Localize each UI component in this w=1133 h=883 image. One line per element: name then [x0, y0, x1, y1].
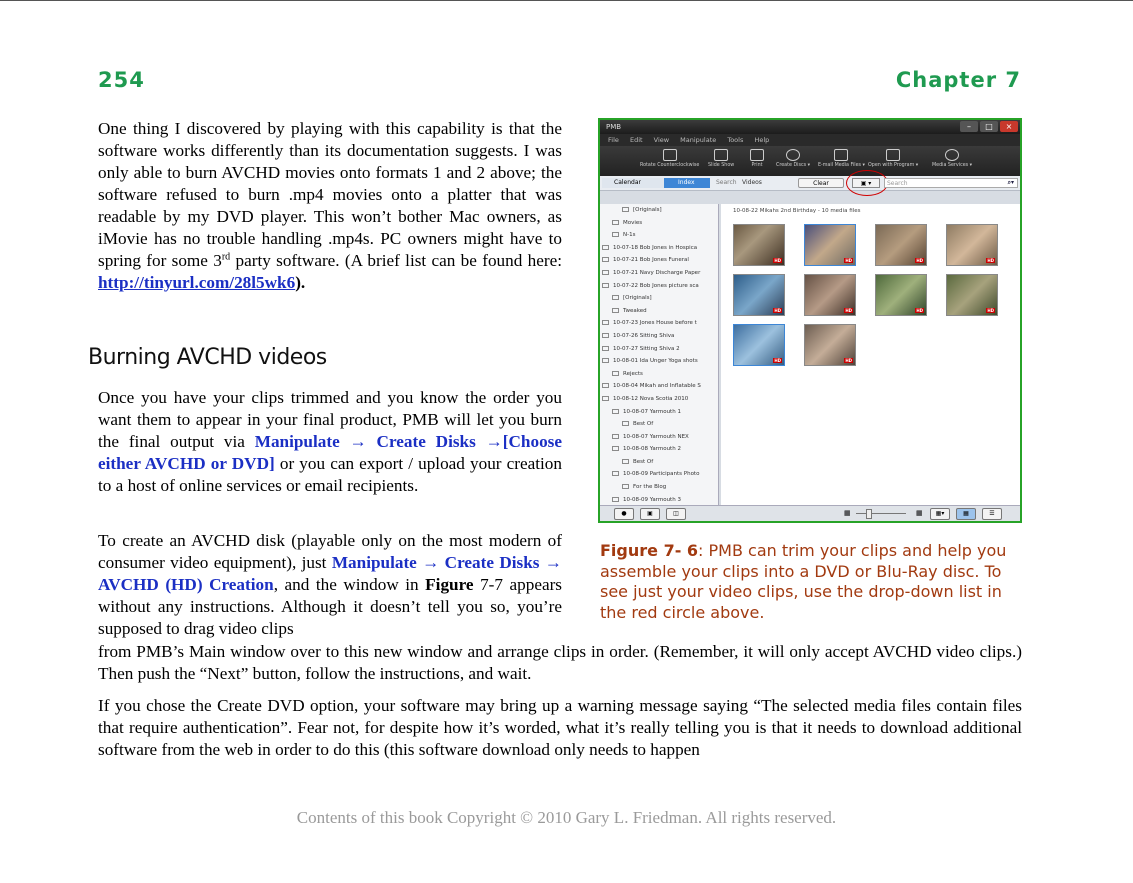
folder-item[interactable]: N-1s: [600, 229, 718, 242]
minimize-icon[interactable]: –: [960, 121, 978, 132]
slideshow-button[interactable]: Slide Show: [708, 149, 734, 168]
open-with-button[interactable]: Open with Program ▾: [868, 149, 918, 168]
folder-item[interactable]: [Originals]: [600, 292, 718, 305]
tab-calendar[interactable]: Calendar: [602, 178, 664, 188]
create-discs-button[interactable]: Create Discs ▾: [776, 149, 810, 168]
disc-icon: [786, 149, 800, 161]
page-number: 254: [98, 68, 145, 92]
display-options-icon[interactable]: ▦▾: [930, 508, 950, 520]
folder-item[interactable]: Rejects: [600, 368, 718, 381]
menu-view[interactable]: View: [653, 136, 670, 144]
video-thumbnail[interactable]: HD: [946, 274, 998, 316]
video-thumbnail[interactable]: HD: [733, 274, 785, 316]
view-single-icon[interactable]: ▣: [640, 508, 660, 520]
globe-icon: [945, 149, 959, 161]
grid-large-icon: ▦: [916, 509, 923, 517]
video-thumbnail[interactable]: HD: [733, 324, 785, 366]
folder-item[interactable]: 10-07-21 Bob Jones Funeral: [600, 254, 718, 267]
folder-item[interactable]: [Originals]: [600, 204, 718, 217]
print-icon: [750, 149, 764, 161]
menu-edit[interactable]: Edit: [629, 136, 643, 144]
paragraph-3-continued: from PMB’s Main window over to this new window and arrange clips in order. (Remember, it will only accept AVCHD video clips.) Then push the “Next” button, follow the instructions, and wait.: [98, 642, 1022, 683]
filter-label: Videos: [742, 179, 762, 186]
media-services-button[interactable]: Media Services ▾: [932, 149, 972, 168]
menu-tools[interactable]: Tools: [727, 136, 744, 144]
video-thumbnail[interactable]: HD: [733, 224, 785, 266]
video-thumbnail[interactable]: HD: [804, 274, 856, 316]
view-compare-icon[interactable]: ◫: [666, 508, 686, 520]
highlight-circle: [846, 170, 888, 196]
menu-bar: [600, 134, 1020, 146]
video-thumbnail[interactable]: HD: [804, 324, 856, 366]
section-heading: Burning AVCHD videos: [88, 345, 327, 370]
slideshow-icon: [714, 149, 728, 161]
chapter-title: Chapter 7: [895, 68, 1021, 92]
rotate-icon: [663, 149, 677, 161]
paragraph-3: To create an AVCHD disk (playable only on the most modern of consumer video equipment), just Manipulate → Create Disks → AVCHD (HD) Creation, and the window in Figure 7-7 appears without any instructions. Although it doesn’t tell you so, you’re supposed to drag video clips: [98, 531, 562, 638]
video-thumbnail[interactable]: HD: [875, 224, 927, 266]
folder-item[interactable]: Best Of: [600, 456, 718, 469]
folder-item[interactable]: 10-08-12 Nova Scotia 2010: [600, 393, 718, 406]
close-icon[interactable]: ×: [1000, 121, 1018, 132]
folder-item[interactable]: Tweaked: [600, 305, 718, 318]
zoom-slider-handle[interactable]: [866, 509, 872, 519]
list-view-icon[interactable]: ☰: [982, 508, 1002, 520]
zoom-slider[interactable]: [856, 513, 906, 514]
clear-button[interactable]: Clear: [798, 178, 844, 188]
media-grid: [721, 204, 1020, 507]
info-icon[interactable]: ●: [614, 508, 634, 520]
window-title: PMB: [606, 123, 622, 131]
print-button[interactable]: Print: [750, 149, 764, 168]
folder-item[interactable]: 10-07-18 Bob Jones in Hospica: [600, 242, 718, 255]
video-thumbnail[interactable]: HD: [804, 224, 856, 266]
paragraph-4: If you chose the Create DVD option, your software may bring up a warning message saying “The selected media files contain files that require authentication”. Fear not, for despite how it’s worded, what it’s really telling you is that it needs to download additional software from the web in order to do this (this software download only needs to happen: [98, 696, 1022, 759]
toolbar: [600, 146, 1020, 176]
pmb-screenshot: [598, 118, 1022, 523]
folder-heading: 10-08-22 Mikahs 2nd Birthday - 10 media files: [733, 208, 861, 214]
open-with-icon: [886, 149, 900, 161]
maximize-icon[interactable]: □: [980, 121, 998, 132]
folder-item[interactable]: Movies: [600, 217, 718, 230]
folder-item[interactable]: 10-08-04 Mikah and Inflatable S: [600, 380, 718, 393]
folder-item[interactable]: 10-08-09 Yarmouth 3: [600, 494, 718, 507]
folder-item[interactable]: 10-08-09 Participants Photo: [600, 468, 718, 481]
folder-item[interactable]: For the Blog: [600, 481, 718, 494]
email-button[interactable]: E-mail Media Files ▾: [818, 149, 865, 168]
top-rule: [0, 0, 1133, 1]
grid-small-icon: ▦: [844, 509, 851, 517]
folder-item[interactable]: 10-07-21 Navy Discharge Paper: [600, 267, 718, 280]
search-label: Search: [716, 179, 737, 186]
folder-item[interactable]: 10-07-26 Sitting Shiva: [600, 330, 718, 343]
folder-tree: [600, 204, 719, 507]
menu-file[interactable]: File: [608, 136, 619, 144]
nav-bar: [600, 176, 1020, 191]
copyright-footer: Contents of this book Copyright © 2010 Gary L. Friedman. All rights reserved.: [296, 808, 837, 827]
folder-item[interactable]: 10-08-07 Yarmouth 1: [600, 406, 718, 419]
figure-caption: Figure 7- 6: PMB can trim your clips and help you assemble your clips into a DVD or Blu-Ray disc. To see just your video clips, use the drop-down list in the red circle above.: [600, 541, 1007, 622]
tab-index[interactable]: Index: [664, 178, 710, 188]
window-titlebar: [600, 120, 1020, 134]
rotate-button[interactable]: Rotate Counterclockwise: [640, 149, 699, 168]
paragraph-2: Once you have your clips trimmed and you know the order you want them to appear in your final product, PMB will let you burn the final output via Manipulate → Create Disks →[Choose either AVCHD or DVD] or you can export / upload your creation to a host of online services or email recipients.: [98, 388, 562, 495]
folder-item[interactable]: 10-07-23 Jones House before t: [600, 317, 718, 330]
folder-item[interactable]: 10-07-22 Bob Jones picture sca: [600, 280, 718, 293]
folder-item[interactable]: 10-07-27 Sitting Shiva 2: [600, 343, 718, 356]
folder-item[interactable]: 10-08-01 Ida Unger Yoga shots: [600, 355, 718, 368]
folder-item[interactable]: 10-08-08 Yarmouth 2: [600, 443, 718, 456]
thumbnail-view-icon[interactable]: ▦: [956, 508, 976, 520]
video-thumbnail[interactable]: HD: [875, 274, 927, 316]
folder-item[interactable]: 10-08-07 Yarmouth NEX: [600, 431, 718, 444]
email-icon: [834, 149, 848, 161]
menu-help[interactable]: Help: [754, 136, 770, 144]
folder-item[interactable]: Best Of: [600, 418, 718, 431]
status-bar: [600, 505, 1020, 521]
video-thumbnail[interactable]: HD: [946, 224, 998, 266]
search-icon[interactable]: ⌕▾: [1007, 179, 1014, 186]
paragraph-1: One thing I discovered by playing with this capability is that the software works differently than its documentation suggests. I was only able to burn AVCHD movies onto formats 1 and 2 above; the software refused to burn .mp4 movies onto a platter that was readable by my DVD player. This won’t bother Mac owners, as iMovie has no trouble handling .mp4s. PC owners might have to spring for some 3rd party software. (A brief list can be found here: http://tinyurl.com/28l5wk6).: [98, 119, 562, 292]
search-input[interactable]: Search: [884, 178, 1018, 188]
media-type-dropdown[interactable]: ▣ ▾: [852, 178, 880, 188]
tinyurl-link[interactable]: http://tinyurl.com/28l5wk6: [98, 273, 296, 292]
menu-manipulate[interactable]: Manipulate: [680, 136, 717, 144]
